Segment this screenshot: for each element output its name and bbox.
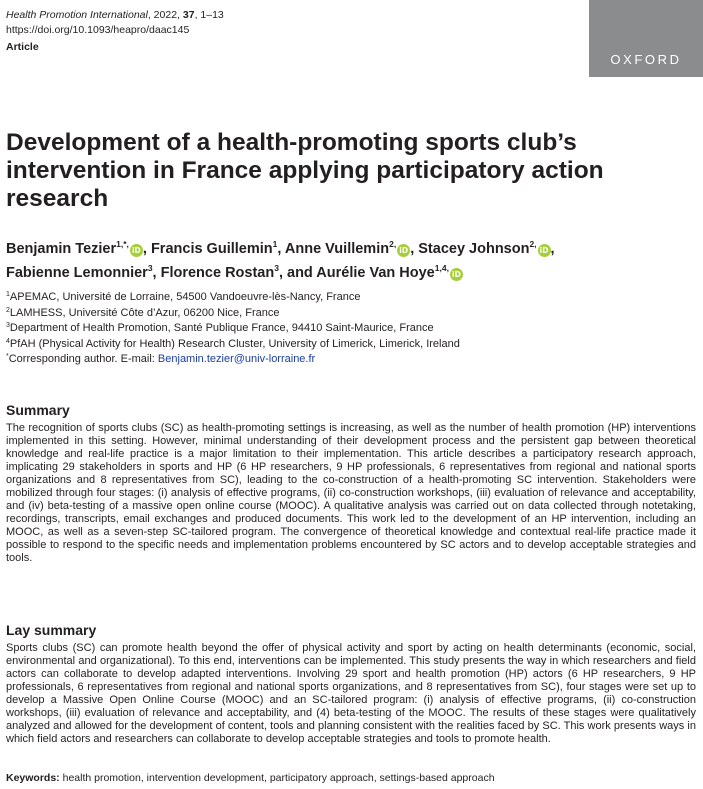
corresponding-mark: * bbox=[6, 353, 9, 360]
article-title: Development of a health-promoting sports club’s intervention in France applying participatory action research bbox=[6, 129, 604, 212]
summary-heading: Summary bbox=[6, 402, 70, 418]
publisher-logo-text: OXFORD bbox=[610, 52, 682, 67]
orcid-icon[interactable]: iD bbox=[397, 244, 410, 257]
affiliation-line bbox=[6, 290, 696, 306]
author-affiliation-mark: 3 bbox=[147, 263, 153, 273]
keywords bbox=[6, 771, 696, 785]
journal-volume: 37 bbox=[182, 9, 195, 21]
author-affiliation-mark: 3 bbox=[274, 263, 279, 273]
affiliation-number: 3 bbox=[6, 322, 10, 329]
affiliation-text: Department of Health Promotion, Santé Publique France, 94410 Saint-Maurice, France bbox=[9, 322, 434, 334]
author-affiliation-mark: 1,4, bbox=[434, 263, 449, 273]
keywords-text: health promotion, intervention development, participatory approach, settings-based approach bbox=[59, 772, 495, 784]
author-list bbox=[6, 237, 696, 285]
keywords-label: Keywords: bbox=[6, 772, 60, 784]
doi-link[interactable]: https://doi.org/10.1093/heapro/daac145 bbox=[6, 24, 190, 36]
journal-year: , 2022, bbox=[147, 9, 183, 21]
author-name: Aurélie Van Hoye bbox=[316, 265, 435, 281]
corresponding-label: Corresponding author. E-mail: bbox=[8, 353, 158, 365]
orcid-icon[interactable]: iD bbox=[450, 268, 463, 281]
article-type: Article bbox=[6, 41, 39, 53]
affiliation-list bbox=[6, 290, 696, 368]
publisher-logo bbox=[589, 0, 703, 77]
affiliation-line bbox=[6, 321, 696, 337]
author-separator: , bbox=[410, 241, 419, 257]
summary-text: The recognition of sports clubs (SC) as health-promoting settings is increasing, as well as the number of health promotion (HP) interventions implemented in this setting. However, minimal understanding of their development process and the persistent gap between theoretical knowledge and real-life practice is a major limitation to their implementation. This article describes a participatory research approach, implicating 29 stakeholders in sports and HP (6 HP researchers, 9 HP professionals, 6 representatives from regional and national sports organizations and 8 representatives from SC), leading to the co-construction of a health-promoting SC intervention. Stakeholders were mobilized through four stages: (i) analysis of effective programs, (ii) co-construction workshops, (iii) evaluation of relevance and acceptability, and (iv) beta-testing of a massive open online course (MOOC). A qualitative analysis was carried out on data collected through notetaking, recordings, transcripts, email exchanges and produced documents. This work led to the development of an HP intervention, including an MOOC, as well as a seven-step SC-tailored program. The convergence of theoretical knowledge and contextual real-life practice made it possible to respond to the specific needs and implementation problems encountered by SC actors and to develop acceptable strategies and tools. bbox=[6, 422, 696, 565]
author-name: Francis Guillemin bbox=[150, 241, 273, 257]
author-affiliation-mark: 2, bbox=[389, 239, 397, 249]
journal-name: Health Promotion International bbox=[6, 9, 148, 21]
journal-pages: , 1–13 bbox=[194, 9, 224, 21]
author-name: Florence Rostan bbox=[160, 265, 275, 281]
author-separator: , bbox=[550, 241, 555, 257]
author-separator: , bbox=[152, 265, 161, 281]
author-name: Fabienne Lemonnier bbox=[6, 265, 148, 281]
author-affiliation-mark: 1,*, bbox=[116, 239, 129, 249]
orcid-icon[interactable]: iD bbox=[538, 244, 551, 257]
lay-summary-text: Sports clubs (SC) can promote health beyond the offer of physical activity and sport by acting on health determinants (economic, social, environmental and organizational). To this end, interventions can be implemented. This study presents the way in which researchers and field actors can collaborate to develop adapted interventions. Involving 29 sport and health promotion (HP) actors (6 HP researchers, 9 HP professionals, 6 representatives from regional and national sports organizations, and 8 representatives from SC), four stages were set up to develop a Massive Open Online Course (MOOC) and an SC-tailored program: (i) analysis of effective programs, (ii) co-construction workshops, (iii) evaluation of relevance and acceptability, and (4) beta-testing of the MOOC. The results of these stages were qualitatively analyzed and allowed for the development of content, tools and planning consistent with the realities faced by SC. This work presents ways in which field actors and researchers can collaborate to develop acceptable strategies and tools to promote health. bbox=[6, 642, 696, 746]
affiliation-number: 4 bbox=[6, 337, 10, 345]
affiliation-text: PfAH (Physical Activity for Health) Research Cluster, University of Limerick, Limerick, Ireland bbox=[9, 337, 460, 350]
author-separator: , bbox=[142, 241, 151, 257]
affiliation-text: LAMHESS, Université Côte d’Azur, 06200 Nice, France bbox=[9, 306, 280, 319]
author-separator: , bbox=[277, 241, 285, 257]
journal-citation bbox=[6, 8, 224, 22]
lay-summary-heading: Lay summary bbox=[6, 622, 97, 638]
author-affiliation-mark: 1 bbox=[272, 239, 278, 249]
affiliation-text: APEMAC, Université de Lorraine, 54500 Vandoeuvre-lès-Nancy, France bbox=[9, 291, 361, 303]
author-affiliation-mark: 2, bbox=[529, 239, 537, 249]
corresponding-author bbox=[6, 352, 696, 368]
corresponding-email-link[interactable]: Benjamin.tezier@univ-lorraine.fr bbox=[157, 353, 316, 365]
affiliation-number: 1 bbox=[6, 291, 10, 298]
orcid-icon[interactable]: iD bbox=[130, 244, 143, 257]
author-name: Anne Vuillemin bbox=[284, 241, 390, 257]
author-name: Benjamin Tezier bbox=[6, 241, 117, 257]
affiliation-line bbox=[6, 337, 696, 353]
affiliation-line bbox=[6, 306, 696, 322]
affiliation-number: 2 bbox=[6, 306, 10, 314]
author-separator: , and bbox=[278, 265, 317, 281]
author-name: Stacey Johnson bbox=[418, 241, 530, 257]
